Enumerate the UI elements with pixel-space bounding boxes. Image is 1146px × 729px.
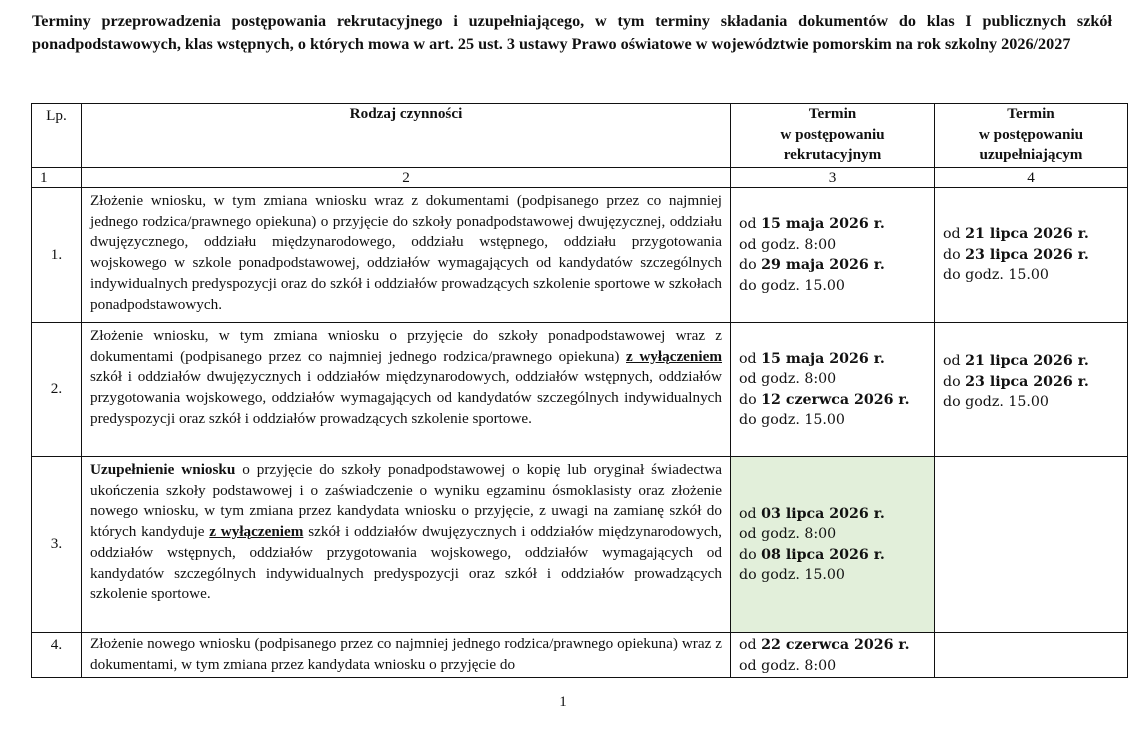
dates-uzupelniajacy [935, 323, 1128, 457]
dates-rekrutacyjny [731, 323, 935, 457]
row-number: 2. [32, 323, 82, 457]
column-number: 4 [935, 168, 1128, 188]
date-line: od 21 lipca 2026 r. [943, 353, 1089, 369]
date-line: do 12 czerwca 2026 r. [739, 391, 910, 408]
date-line: od godz. 8:00 [739, 526, 837, 542]
table-row [32, 457, 1128, 633]
date-line: do godz. 15.00 [739, 277, 845, 294]
date-line: od 15 maja 2026 r. [739, 216, 885, 232]
document-title: Terminy przeprowadzenia postępowania rekrutacyjnego i uzupełniającego, w tym terminy składania dokumentów do klas I publicznych szkół ponadpodstawowych, klas wstępnych, o których mowa w art. 25 ust. 3 ustawy Prawo oświatowe w województwie pomorskim na rok szkolny 2026/2027 [32, 12, 1112, 53]
exclusion-emphasis: z wyłączeniem [626, 347, 722, 365]
date-line: do godz. 15.00 [943, 267, 1049, 284]
row-description: Złożenie wniosku, w tym zmiana wniosku o przyjęcie do szkoły ponadpodstawowej wraz z dokumentami (podpisanego przez co najmniej jednego rodzica/prawnego opiekuna) z wyłączeniem szkół i oddziałów dwujęzycznych i oddziałów międzynarodowych, oddziałów wstępnych, oddziałów przygotowania wojskowego, oddziałów wymagających od kandydatów szczególnych indywidualnych predyspozycji oraz szkół i oddziałów prowadzących szkolenie sportowe. [82, 323, 731, 457]
table-row [32, 633, 1128, 678]
dates-rekrutacyjny [731, 188, 935, 323]
header-line: Termin [1007, 105, 1055, 122]
header-line: w postępowaniu [780, 125, 885, 143]
header-lp: Lp. [32, 104, 82, 168]
header-rodzaj-czynnosci: Rodzaj czynności [82, 104, 731, 168]
table-row [32, 188, 1128, 323]
row-number: 3. [32, 457, 82, 633]
date-line: od 15 maja 2026 r. [739, 350, 885, 367]
date-line: od 22 czerwca 2026 r. [739, 637, 910, 653]
date-line: do 23 lipca 2026 r. [943, 246, 1089, 263]
header-termin-uzupelniajacy [935, 104, 1128, 168]
header-line: Termin [808, 105, 857, 122]
date-line: od godz. 8:00 [739, 236, 837, 253]
date-line: do 08 lipca 2026 r. [739, 546, 885, 563]
column-number: 3 [731, 168, 935, 188]
header-line: rekrutacyjnym [783, 146, 882, 164]
page-number: 1 [559, 694, 567, 710]
schedule-table [31, 103, 1128, 678]
date-line: do godz. 15.00 [739, 412, 845, 428]
row-description: Złożenie nowego wniosku (podpisanego przez co najmniej jednego rodzica/prawnego opiekuna) wraz z dokumentami, w tym zmiana przez kandydata wniosku o przyjęcie do [82, 633, 731, 678]
date-line: od 03 lipca 2026 r. [739, 505, 885, 522]
lead-emphasis: Uzupełnienie wniosku [90, 461, 236, 478]
date-line: do godz. 15.00 [943, 394, 1049, 410]
row-description: Złożenie wniosku, w tym zmiana wniosku wraz z dokumentami (podpisanego przez co najmniej jednego rodzica/prawnego opiekuna) o przyjęcie do szkoły ponadpodstawowej dwujęzycznej, oddziału dwujęzycznego, oddziału międzynarodowego, oddziału wstępnego, oddziału przygotowania wojskowego w szkole ponadpodstawowej, oddziałów wymagających od kandydatów szczególnych indywidualnych predyspozycji oraz do szkół i oddziałów prowadzących szkolenie sportowe w szkołach ponadpodstawowych. [82, 188, 731, 323]
dates-rekrutacyjny [731, 633, 935, 678]
row-description: Uzupełnienie wniosku o przyjęcie do szkoły ponadpodstawowej o kopię lub oryginał świadectwa ukończenia szkoły podstawowej i o zaświadczenie o wyniku egzaminu ósmoklasisty oraz złożenie nowego wniosku, w tym zmiana przez kandydata wniosku o przyjęcie, z uwagi na zamianę szkół do których kandyduje z wyłączeniem szkół i oddziałów dwujęzycznych i oddziałów międzynarodowych, oddziałów wstępnych, oddziałów przygotowania wojskowego, oddziałów wymagających od kandydatów szczególnych indywidualnych predyspozycji oraz szkół i oddziałów prowadzących szkolenie sportowe. [82, 457, 731, 633]
date-line: do godz. 15.00 [739, 567, 845, 583]
table-row [32, 323, 1128, 457]
column-number: 2 [82, 168, 731, 188]
header-line: w postępowaniu [978, 125, 1084, 143]
dates-uzupelniajacy-empty [935, 633, 1128, 678]
date-line: do 29 maja 2026 r. [739, 257, 885, 273]
date-line: od 21 lipca 2026 r. [943, 226, 1089, 243]
date-line: od godz. 8:00 [739, 371, 837, 387]
header-termin-rekrutacyjny [731, 104, 935, 168]
row-number: 1. [32, 188, 82, 323]
header-line: uzupełniającym [979, 146, 1083, 164]
column-number-row [32, 168, 1128, 188]
date-line: do 23 lipca 2026 r. [943, 373, 1089, 390]
dates-uzupelniajacy-empty [935, 457, 1128, 633]
column-number: 1 [32, 168, 82, 188]
table-header-row [32, 104, 1128, 168]
row-number: 4. [32, 633, 82, 678]
exclusion-emphasis: z wyłączeniem [209, 523, 304, 541]
date-line: od godz. 8:00 [739, 657, 837, 674]
dates-rekrutacyjny-highlighted [731, 457, 935, 633]
dates-uzupelniajacy [935, 188, 1128, 323]
